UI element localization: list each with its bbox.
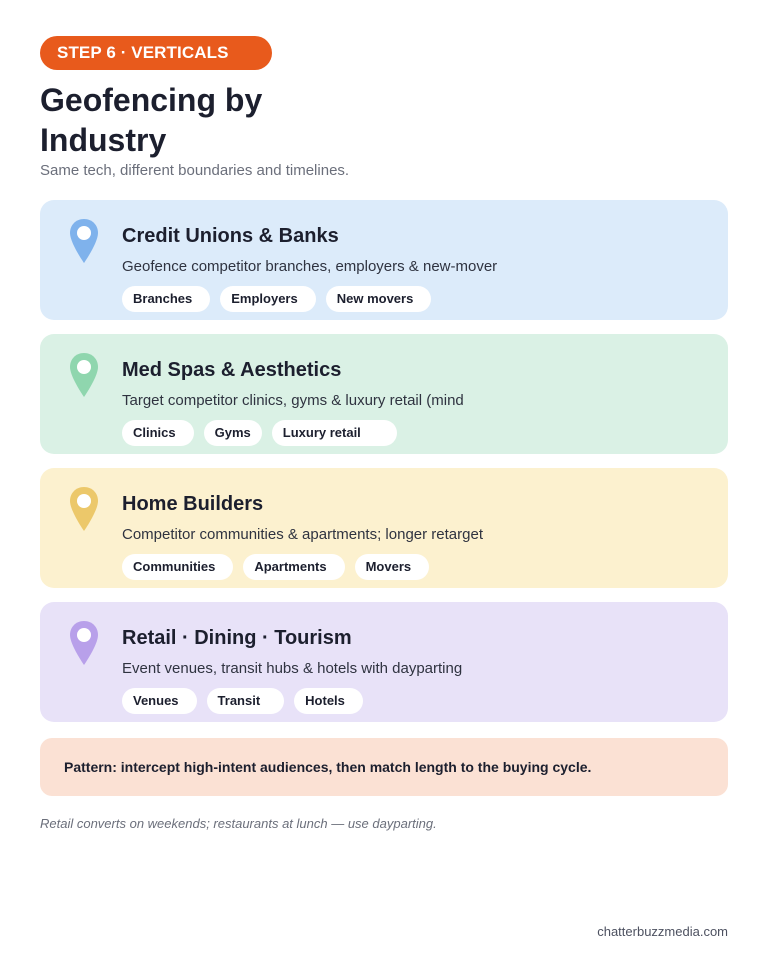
card-title: Credit Unions & Banks (122, 225, 339, 247)
tag-list (122, 688, 363, 714)
tag-chip: Clinics (122, 420, 194, 446)
tag-chip: Employers (220, 286, 315, 312)
map-pin-icon (68, 352, 100, 398)
industry-card-credit-unions (40, 200, 728, 320)
map-pin-icon (68, 620, 100, 666)
card-title: Med Spas & Aesthetics (122, 359, 342, 381)
tag-list (122, 420, 397, 446)
industry-card-home-builders (40, 468, 728, 588)
tag-chip: Gyms (204, 420, 262, 446)
step-badge: STEP 6 · VERTICALS (40, 36, 272, 70)
industry-card-retail-dining (40, 602, 728, 722)
tag-chip: Transit (207, 688, 285, 714)
tag-chip: Luxury retail (272, 420, 397, 446)
industry-card-med-spas (40, 334, 728, 454)
tag-chip: Communities (122, 554, 233, 580)
footnote: Retail converts on weekends; restaurants at lunch — use dayparting. (40, 816, 437, 831)
tag-chip: New movers (326, 286, 432, 312)
tag-chip: Apartments (243, 554, 344, 580)
page-subtitle: Same tech, different boundaries and timelines. (40, 162, 350, 179)
tag-chip: Branches (122, 286, 210, 312)
brand-footer: chatterbuzzmedia.com (597, 924, 728, 939)
card-description: Competitor communities & apartments; longer retarget (122, 526, 483, 543)
card-description: Geofence competitor branches, employers & new-mover (122, 258, 498, 275)
tag-list (122, 554, 429, 580)
map-pin-icon (68, 218, 100, 264)
map-pin-icon (68, 486, 100, 532)
page-title: Geofencing by Industry (40, 82, 263, 158)
card-title: Retail · Dining · Tourism (122, 627, 352, 649)
card-description: Target competitor clinics, gyms & luxury retail (mind (122, 392, 464, 409)
card-title: Home Builders (122, 493, 264, 515)
card-description: Event venues, transit hubs & hotels with dayparting (122, 660, 463, 677)
tag-chip: Movers (355, 554, 430, 580)
pattern-callout: Pattern: intercept high-intent audiences, then match length to the buying cycle. (40, 738, 728, 796)
tag-chip: Hotels (294, 688, 363, 714)
tag-list (122, 286, 431, 312)
tag-chip: Venues (122, 688, 197, 714)
